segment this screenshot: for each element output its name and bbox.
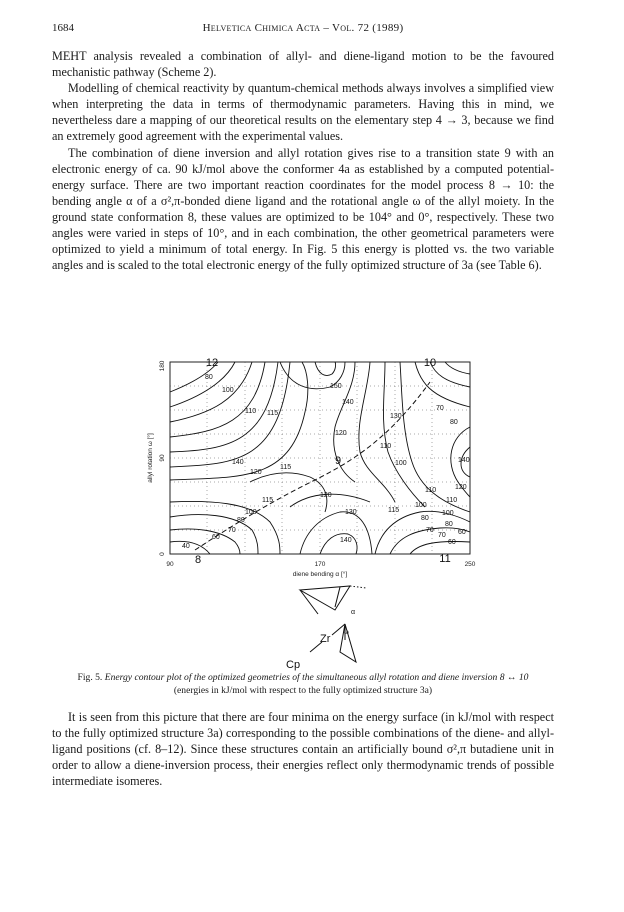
contour-label: 140 (458, 457, 470, 464)
contour-label: 70 (228, 527, 236, 534)
contour-label: 110 (380, 443, 392, 450)
contour-label: 60 (458, 529, 466, 536)
contour-label: 70 (436, 405, 444, 412)
page-header (52, 22, 554, 38)
contour-label: 130 (345, 509, 357, 516)
contour-label: 110 (446, 497, 458, 504)
contour-label: 100 (222, 387, 234, 394)
contour-label: 40 (182, 543, 190, 550)
contour-label: 80 (205, 374, 213, 381)
contour-label: 80 (237, 517, 245, 524)
y-tick: 180 (159, 360, 166, 372)
contour-label: 130 (390, 413, 402, 420)
contour-label: 140 (342, 399, 354, 406)
contour-label: 150 (330, 383, 342, 390)
caption-lead: Fig. 5. (77, 672, 103, 683)
figure-caption (52, 671, 554, 697)
omega-symbol: ω (344, 630, 349, 636)
contour-label: 80 (445, 521, 453, 528)
y-axis-label: allyl rotation ω [°] (147, 433, 154, 483)
caption-subtext: (energies in kJ/mol with respect to the fully optimized structure 3a) (173, 685, 433, 696)
x-tick: 170 (314, 561, 326, 568)
structure-label-9: 9 (334, 455, 342, 467)
structure-label-12: 12 (205, 357, 219, 369)
contour-label: 115 (388, 507, 400, 514)
structure-label-8: 8 (194, 554, 202, 566)
text-block-top (52, 48, 554, 273)
figure-5 (140, 352, 485, 682)
x-tick: 250 (464, 561, 476, 568)
structure-label-10: 10 (423, 357, 437, 369)
x-axis-label: diene bending α [°] (292, 571, 348, 578)
contour-label: 115 (262, 497, 274, 504)
contour-label: 70 (438, 532, 446, 539)
contour-label: 70 (426, 527, 434, 534)
paragraph-2: Modelling of chemical reactivity by quantum-chemical methods always involves a simplified view when interpreting the data in terms of thermodynamic parameters. Having this in mind, we nevertheless dare a mapping of our theoretical results on the elementary step 4 → 3, because we find an extremely good agreement with the experimental values. (52, 81, 554, 144)
contour-label: 140 (340, 537, 352, 544)
zr-atom-label: Zr (320, 633, 331, 645)
contour-label: 100 (395, 460, 407, 467)
cp-ligand-label: Cp (286, 659, 301, 671)
page-number: 1684 (52, 22, 74, 34)
paragraph-3: The combination of diene inversion and allyl rotation gives rise to a transition state 9 with an electronic energy of ca. 90 kJ/mol above the conformer 4a as established by a computed potential-energy surface. There are two important reaction coordinates for the model process 8 → 10: the bending angle α of a σ²,π-bonded diene ligand and the rotational angle ω of the allyl moiety. In the ground state conformation 8, these values are optimized to be 104° and 0°, respectively. These two angles were varied in steps of 10°, and in each combination, the other geometrical parameters were optimized to yield a minimum of total energy. In Fig. 5 this energy is plotted vs. the two variable angles and is scaled to the total electronic energy of the fully optimized structure of 3a (see Table 6). (52, 145, 554, 273)
contour-label: 110 (245, 408, 257, 415)
inset-structure (300, 586, 366, 662)
alpha-symbol: α (351, 609, 356, 616)
contour-label: 120 (455, 484, 467, 491)
paragraph-4: It is seen from this picture that there are four minima on the energy surface (in kJ/mol with respect to the fully optimized structure 3a) corresponding to the possible combinations of the diene- and allyl-ligand positions (cf. 8–12). Since these structures contain an artificially bound σ²,π butadiene unit in order to allow a diene-inversion process, their energies reflect only thermodynamic trends of possible intermediate isomeres. (52, 710, 554, 789)
contour-label: 60 (212, 534, 220, 541)
contour-label: 100 (245, 509, 257, 516)
axis-ticks (159, 360, 476, 568)
contour-label: 115 (267, 410, 279, 417)
contour-label: 80 (421, 515, 429, 522)
paragraph-1: MEHT analysis revealed a combination of allyl- and diene-ligand motion to be the favoured mechanistic pathway (Scheme 2). (52, 49, 554, 80)
contour-label: 100 (442, 510, 454, 517)
y-tick: 0 (159, 552, 166, 556)
contour-label: 140 (232, 459, 244, 466)
contour-plot (140, 352, 485, 672)
contour-label: 120 (335, 430, 347, 437)
structure-label-11: 11 (439, 553, 451, 565)
contour-label: 100 (415, 502, 427, 509)
x-tick: 90 (166, 561, 174, 568)
text-block-bottom (52, 709, 554, 789)
journal-title: Helvetica Chimica Acta – Vol. 72 (1989) (202, 22, 404, 34)
plot-grid (170, 362, 470, 554)
contour-label: 80 (450, 419, 458, 426)
contour-label: 120 (250, 469, 262, 476)
contour-label: 115 (280, 464, 292, 471)
contour-label: 110 (425, 487, 437, 494)
contour-label: 60 (448, 539, 456, 546)
caption-text: Energy contour plot of the optimized geometries of the simultaneous allyl rotation and diene inversion 8 ↔ 10 (104, 672, 529, 683)
y-tick: 90 (159, 454, 166, 462)
contour-label: 120 (320, 492, 332, 499)
